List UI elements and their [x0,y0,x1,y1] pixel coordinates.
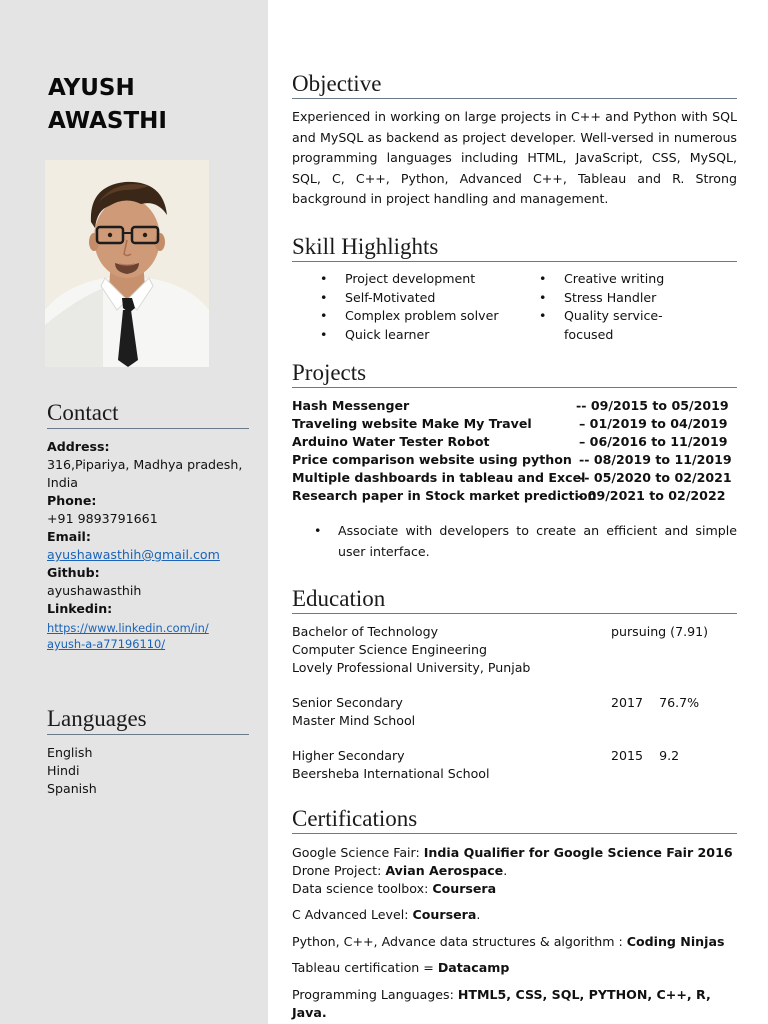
languages-list [47,744,257,798]
cert-label: Programming Languages: [292,987,458,1002]
project-row [292,469,737,487]
project-name: Multiple dashboards in tableau and Excel [292,470,586,485]
cert-value: Datacamp [437,960,510,975]
skill-label: focused [564,326,614,342]
cert-value: India Qualifier for Google Science Fair 2016 [423,845,733,860]
project-dates: – 09/2021 to 02/2022 [577,488,726,503]
project-row [292,433,737,451]
certification-item [292,844,737,862]
project-name: Arduino Water Tester Robot [292,434,490,449]
skill-item: • Quick learner [320,326,430,342]
cert-value: Coursera [432,881,497,896]
certification-item [292,862,737,880]
skill-label: Creative writing [564,271,665,286]
bullet-dot: • [314,523,322,538]
address-value: 316,Pipariya, Madhya pradesh, India [47,457,243,490]
skill-item: • Complex problem solver [320,308,499,323]
project-name: Traveling website Make My Travel [292,416,532,431]
project-dates: -- 05/2020 to 02/2021 [579,470,732,485]
cert-label: Python, C++, Advance data structures & algorithm : [292,934,627,949]
certification-item [292,933,737,951]
language-item: Spanish [47,781,97,796]
project-dates: -- 09/2015 to 05/2019 [576,398,729,413]
certification-item [292,906,737,924]
language-item: English [47,745,93,760]
project-name: Hash Messenger [292,398,410,413]
cert-label: Data science toolbox: [292,881,433,896]
cert-value: Avian Aerospace [385,863,504,878]
certifications-heading: Certifications [292,806,737,834]
skill-item: • Quality service- [539,308,663,323]
skill-item-continuation [539,326,664,345]
education-entry [292,694,737,730]
objective-heading: Objective [292,71,737,99]
project-bullet [292,521,737,562]
skill-label: Self-Motivated [345,289,436,305]
education-score: 2015 9.2 [611,748,680,763]
institution: Beersheba International School [292,766,490,781]
cert-value: HTML5, CSS, SQL, PYTHON, C++, R, Java. [292,987,711,1020]
address-label: Address: [47,439,110,454]
project-row [292,487,737,505]
first-name: AYUSH [48,75,135,101]
certification-group [292,844,737,898]
linkedin-label: Linkedin: [47,601,113,616]
cert-label: C Advanced Level: [292,907,413,922]
skill-label: Quick learner [345,326,430,342]
certification-item [292,986,737,1022]
github-value: ayushawasthih [47,583,142,598]
degree: Higher Secondary [292,748,405,763]
project-name: Price comparison website using python [292,452,572,467]
phone-label: Phone: [47,493,97,508]
skill-label: Project development [345,271,476,286]
skill-item: • Self-Motivated [320,289,436,305]
skill-item: • Stress Handler [539,289,657,305]
branch: Computer Science Engineering [292,642,487,657]
cert-label: Google Science Fair: [292,845,424,860]
last-name: AWASTHI [48,108,167,134]
email-link[interactable]: ayushawasthih@gmail.com [47,547,220,562]
projects-heading: Projects [292,360,737,388]
certification-item [292,880,737,898]
projects-list [292,397,737,505]
skill-label: Quality service- [564,308,663,323]
project-dates: – 01/2019 to 04/2019 [579,416,728,431]
languages-heading: Languages [47,706,249,735]
contact-heading: Contact [47,400,249,429]
phone-value: +91 9893791661 [47,511,158,526]
portrait-illustration [45,160,209,367]
email-label: Email: [47,529,91,544]
education-score: 2017 76.7% [611,695,700,710]
skill-item: • Project development [320,271,476,286]
linkedin-link-line2[interactable]: ayush-a-a77196110/ [47,637,166,651]
skills-column-1 [320,270,499,344]
language-item: Hindi [47,763,80,778]
skills-heading: Skill Highlights [292,234,737,262]
project-name: Research paper in Stock market prediction [292,488,597,503]
cert-value: Coding Ninjas [626,934,725,949]
education-score: pursuing (7.91) [611,624,709,639]
cert-label: Drone Project: [292,863,386,878]
skill-label: Complex problem solver [345,308,499,323]
project-dates: – 06/2016 to 11/2019 [579,434,728,449]
project-row [292,451,737,469]
education-heading: Education [292,586,737,614]
degree: Senior Secondary [292,695,403,710]
objective-text: Experienced in working on large projects in C++ and Python with SQL and MySQL as backend as project developer. Well-versed in numerous programming languages including HTML, JavaScript, CSS, MySQL, SQL, C, C++, Python, Advanced C++, Tableau and R. Strong background in project handling and management. [292,109,737,206]
candidate-name [48,72,167,138]
institution: Master Mind School [292,713,416,728]
linkedin-link[interactable] [47,620,257,652]
institution: Lovely Professional University, Punjab [292,660,531,675]
linkedin-link-line1[interactable]: https://www.linkedin.com/in/ [47,621,209,635]
contact-details [47,438,257,652]
github-label: Github: [47,565,100,580]
project-row [292,415,737,433]
certification-item [292,959,737,977]
degree: Bachelor of Technology [292,624,439,639]
skills-column-2 [539,270,664,344]
project-dates: -- 08/2019 to 11/2019 [579,452,732,467]
skill-item: • Creative writing [539,271,665,286]
education-entry [292,623,737,677]
cert-label: Tableau certification = [292,960,438,975]
project-bullet-text: Associate with developers to create an efficient and simple user interface. [338,523,737,559]
cert-tail: . [476,907,481,922]
cert-value: Coursera [412,907,477,922]
cert-tail: . [503,863,508,878]
education-entry [292,747,737,783]
project-row [292,397,737,415]
skill-label: Stress Handler [564,289,657,305]
profile-photo [45,160,209,367]
